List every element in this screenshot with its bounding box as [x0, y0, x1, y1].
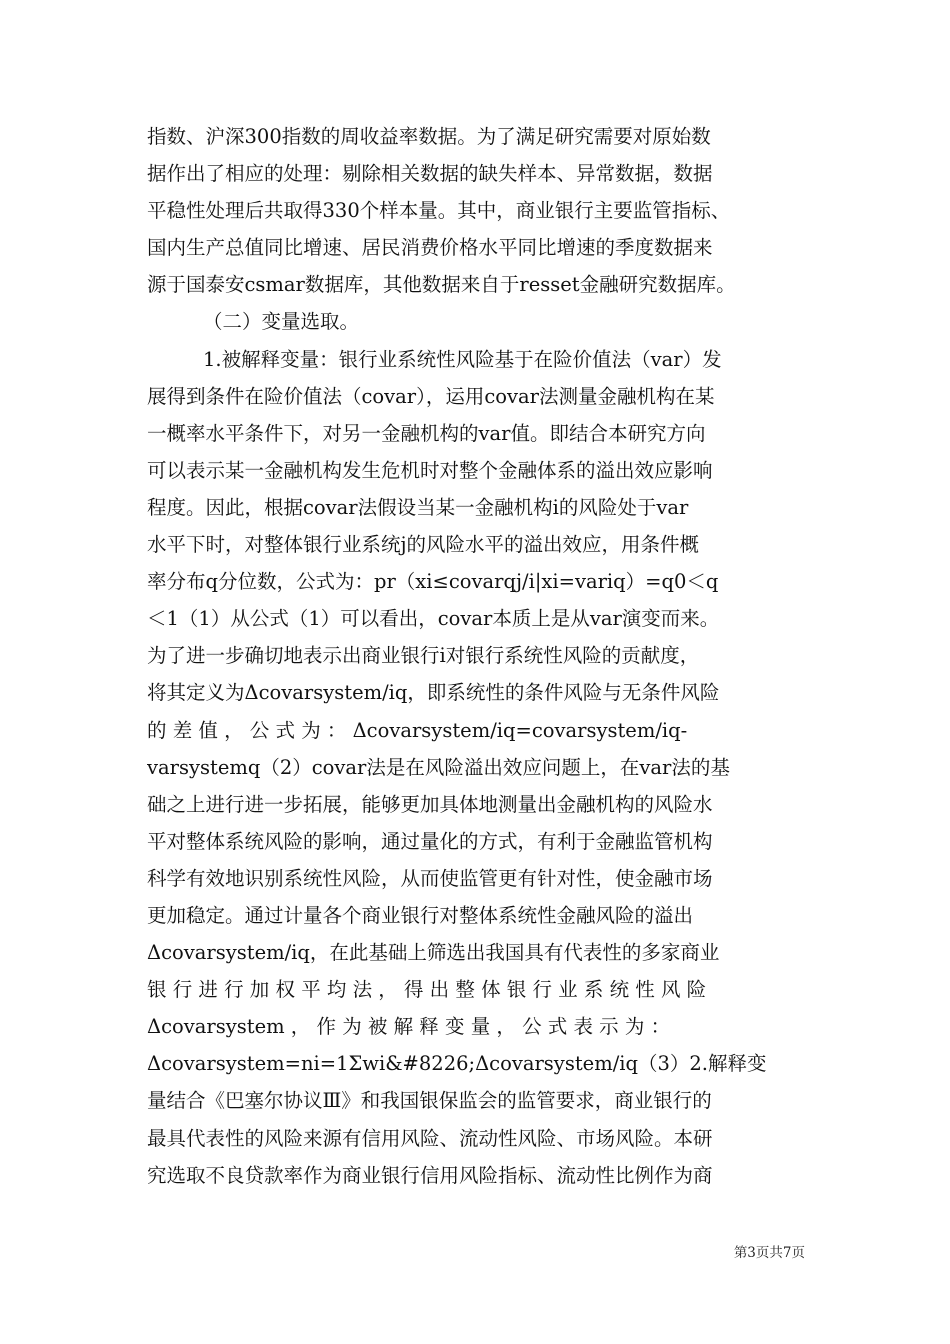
text-line: 究选取不良贷款率作为商业银行信用风险指标、流动性比例作为商: [147, 1163, 713, 1187]
body-text: [147, 118, 807, 1194]
text-line: 源于国泰安csmar数据库，其他数据来自于resset金融研究数据库。: [147, 273, 736, 297]
text-line: 更加稳定。通过计量各个商业银行对整体系统性金融风险的溢出: [147, 903, 694, 927]
page-number: 第3页共7页: [733, 1245, 805, 1261]
text-line: 量结合《巴塞尔协议Ⅲ》和我国银保监会的监管要求，商业银行的: [147, 1089, 712, 1113]
text-line: Δcovarsystem/iq，在此基础上筛选出我国具有代表性的多家商业: [147, 941, 720, 965]
text-line: 科学有效地识别系统性风险，从而使监管更有针对性，使金融市场: [147, 866, 713, 890]
section-heading: （二）变量选取。: [203, 310, 360, 334]
text-line: 据作出了相应的处理：剔除相关数据的缺失样本、异常数据，数据: [147, 162, 713, 186]
text-line: 1.被解释变量：银行业系统性风险基于在险价值法（var）发: [203, 347, 722, 371]
text-line: Δcovarsystem ， 作 为 被 解 释 变 量 ， 公 式 表 示 为 ：: [147, 1015, 671, 1039]
text-line: 最具代表性的风险来源有信用风险、流动性风险、市场风险。本研: [147, 1126, 713, 1150]
text-line: varsystemq（2）covar法是在风险溢出效应问题上，在var法的基: [147, 755, 730, 779]
text-line: 为了进一步确切地表示出商业银行i对银行系统性风险的贡献度，: [147, 644, 700, 668]
text-line: 程度。因此，根据covar法假设当某一金融机构i的风险处于var: [147, 495, 689, 519]
text-line: 将其定义为Δcovarsystem/iq，即系统性的条件风险与无条件风险: [147, 681, 720, 705]
text-line: 一概率水平条件下，对另一金融机构的var值。即结合本研究方向: [147, 421, 706, 445]
text-line: 平对整体系统风险的影响，通过量化的方式，有利于金融监管机构: [147, 829, 713, 853]
text-line: 水平下时，对整体银行业系统j的风险水平的溢出效应，用条件概: [147, 533, 700, 557]
text-line: 展得到条件在险价值法（covar），运用covar法测量金融机构在某: [147, 384, 715, 408]
text-line: 指数、沪深300指数的周收益率数据。为了满足研究需要对原始数: [147, 125, 711, 148]
text-line: 率分布q分位数，公式为：pr（xi≤covarqj/i|xi=variq）=q0＜q: [147, 570, 719, 594]
text-line: ＜1（1）从公式（1）可以看出，covar本质上是从var演变而来。: [147, 607, 720, 631]
text-line: 银 行 进 行 加 权 平 均 法 ， 得 出 整 体 银 行 业 系 统 性 风 险: [147, 978, 707, 1002]
text-line: 的 差 值 ， 公 式 为 ： Δcovarsystem/iq=covarsystem/iq-: [147, 718, 688, 742]
text-line: 可以表示某一金融机构发生危机时对整个金融体系的溢出效应影响: [147, 458, 713, 482]
text-line: 础之上进行进一步拓展，能够更加具体地测量出金融机构的风险水: [147, 792, 713, 816]
text-line: 平稳性处理后共取得330个样本量。其中，商业银行主要监管指标、: [147, 199, 731, 223]
text-line: Δcovarsystem=ni=1Σwi&#8226;Δcovarsystem/iq（3）2.解释变: [147, 1052, 767, 1076]
text-line: 国内生产总值同比增速、居民消费价格水平同比增速的季度数据来: [147, 236, 713, 260]
